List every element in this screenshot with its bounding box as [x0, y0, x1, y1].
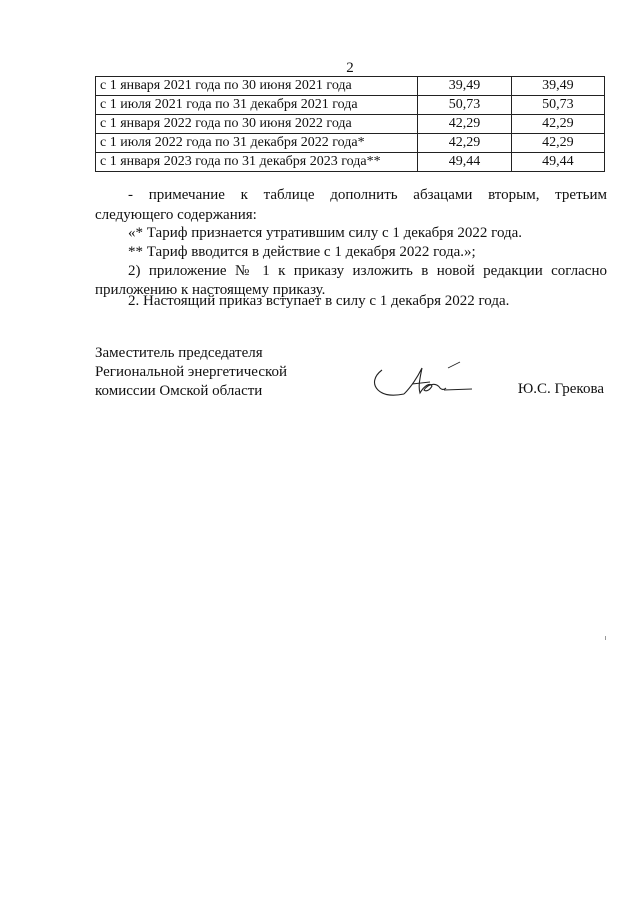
table-cell-value: 42,29 — [511, 134, 604, 153]
table-cell-value: 50,73 — [418, 96, 511, 115]
table-cell-period: с 1 января 2023 года по 31 декабря 2023 года** — [96, 153, 418, 172]
signatory-title — [95, 344, 287, 401]
table-row — [96, 115, 605, 134]
table-cell-value: 42,29 — [511, 115, 604, 134]
table-cell-value: 42,29 — [418, 115, 511, 134]
signatory-title-line2: Региональной энергетической — [95, 364, 288, 380]
footnote-asterisk: «* Тариф признается утратившим силу с 1 декабря 2022 года. — [128, 225, 523, 241]
scan-edge-mark — [605, 636, 606, 640]
table-cell-period: с 1 июля 2021 года по 31 декабря 2021 года — [96, 96, 418, 115]
item-2-line1: 2) приложение № 1 к приказу изложить в новой редакции согласно — [128, 263, 607, 279]
table-cell-value: 39,49 — [511, 77, 604, 96]
item-2-line2: приложению к настоящему приказу. — [95, 282, 326, 298]
table-cell-period: с 1 января 2021 года по 30 июня 2021 года — [96, 77, 418, 96]
table-cell-value: 42,29 — [418, 134, 511, 153]
page-number: 2 — [346, 60, 354, 76]
footnote-double-asterisk: ** Тариф вводится в действие с 1 декабря 2022 года.»; — [128, 244, 476, 260]
table-row — [96, 96, 605, 115]
table-cell-value: 49,44 — [418, 153, 511, 172]
table-cell-period: с 1 января 2022 года по 30 июня 2022 года — [96, 115, 418, 134]
table-cell-period: с 1 июля 2022 года по 31 декабря 2022 года* — [96, 134, 418, 153]
note-paragraph-line2: следующего содержания: — [95, 207, 257, 223]
signatory-name: Ю.С. Грекова — [517, 381, 604, 397]
table-cell-value: 49,44 — [511, 153, 604, 172]
tariff-table — [95, 76, 605, 172]
table-cell-value: 50,73 — [511, 96, 604, 115]
handwritten-signature — [370, 360, 480, 410]
table-row — [96, 153, 605, 172]
table-row — [96, 134, 605, 153]
table-cell-value: 39,49 — [418, 77, 511, 96]
effective-date-paragraph: 2. Настоящий приказ вступает в силу с 1 декабря 2022 года. — [128, 293, 510, 309]
table-row — [96, 77, 605, 96]
signatory-title-line3: комиссии Омской области — [95, 383, 263, 399]
note-paragraph-line1: - примечание к таблице дополнить абзацами вторым, третьим — [128, 187, 607, 203]
signatory-title-line1: Заместитель председателя — [95, 345, 263, 361]
